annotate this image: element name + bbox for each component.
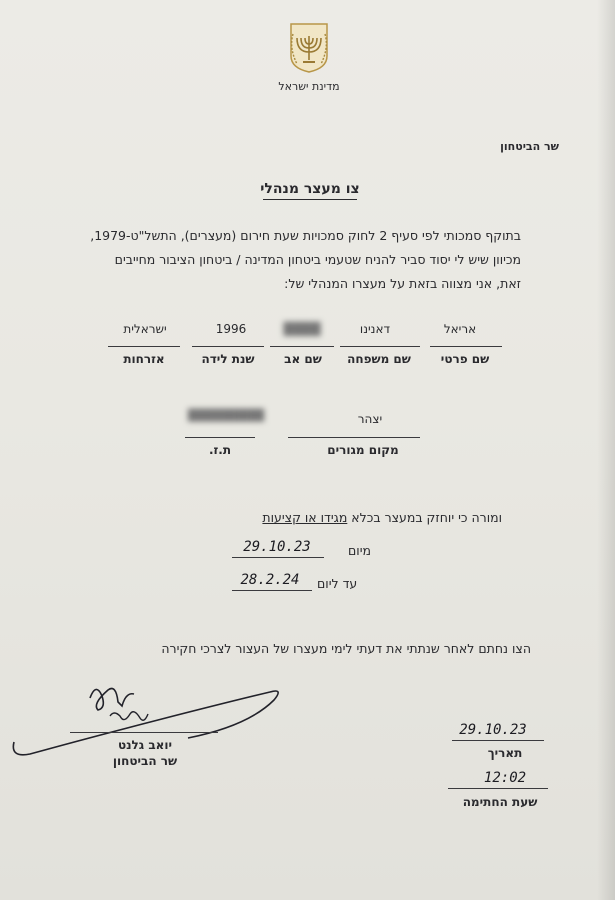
- minister-office: שר הביטחון: [500, 140, 559, 153]
- id-label: ת.ז.: [208, 443, 232, 457]
- detention-facility-line: [150, 510, 502, 525]
- residence-line: [288, 437, 420, 438]
- until-label: עד ליום: [317, 576, 358, 591]
- from-date: 29.10.23: [243, 539, 311, 555]
- signing-date: 29.10.23: [459, 722, 527, 738]
- residence-value: יצהר: [357, 412, 383, 426]
- document-title: צו מעצר מנהלי: [260, 181, 360, 197]
- id-line: [185, 437, 255, 438]
- residence-label: מקום מגורים: [327, 443, 399, 457]
- closing-statement: הצו נחתם לאחר שנתתי את דעתי לימי מעצרו של העצור לצרכי חקירה: [161, 641, 531, 656]
- citizenship-line: [108, 346, 180, 347]
- father-name-label: שם אב: [284, 352, 322, 366]
- intro-line-3: זאת, אני מצווה בזאת על מעצרו המנהלי של:: [284, 276, 521, 291]
- signer-title: שר הביטחון: [112, 754, 178, 768]
- from-date-line: [232, 557, 324, 558]
- last-name-line: [340, 346, 420, 347]
- menorah-emblem-icon: [287, 22, 331, 74]
- last-name-label: שם משפחה: [347, 352, 411, 366]
- detention-facility: מגידו או קציעות: [262, 510, 348, 525]
- signing-time-line: [448, 788, 548, 789]
- first-name-line: [430, 346, 502, 347]
- until-date-line: [232, 590, 312, 591]
- birth-year-line: [192, 346, 264, 347]
- father-name-line: [270, 346, 334, 347]
- signing-time: 12:02: [483, 770, 527, 786]
- first-name-value: אריאל: [443, 322, 477, 336]
- father-name-redacted: ████: [283, 322, 321, 336]
- signer-name: יואב גלנט: [117, 738, 173, 752]
- page-edge-shadow: [597, 0, 615, 900]
- first-name-label: שם פרטי: [440, 352, 490, 366]
- title-underline: [263, 199, 357, 200]
- signing-date-line: [452, 740, 544, 741]
- from-label: מיום: [348, 543, 371, 558]
- intro-line-1: בתוקף סמכותי לפי סעיף 2 לחוק סמכויות שעת חירום (מעצרים), התשל"ט-1979,: [90, 228, 521, 243]
- birth-year-value: 1996: [215, 322, 247, 336]
- signing-time-label: שעת החתימה: [462, 795, 538, 809]
- state-name: מדינת ישראל: [278, 80, 340, 93]
- id-redacted: █████████: [188, 409, 265, 422]
- signing-date-label: תאריך: [487, 746, 523, 760]
- citizenship-value: ישראלית: [123, 322, 167, 336]
- signature-line: [70, 732, 218, 733]
- last-name-value: דאנינו: [359, 322, 391, 336]
- birth-year-label: שנת לידה: [201, 352, 255, 366]
- intro-line-2: מכיוון שיש לי יסוד סביר להניח שטעמי ביטחון המדינה / ביטחון הציבור מחייבים: [114, 252, 521, 267]
- until-date: 28.2.24: [240, 572, 300, 588]
- citizenship-label: אזרחות: [123, 352, 165, 366]
- detention-facility-text: ומורה כי יוחזק במעצר בכלא: [351, 510, 502, 525]
